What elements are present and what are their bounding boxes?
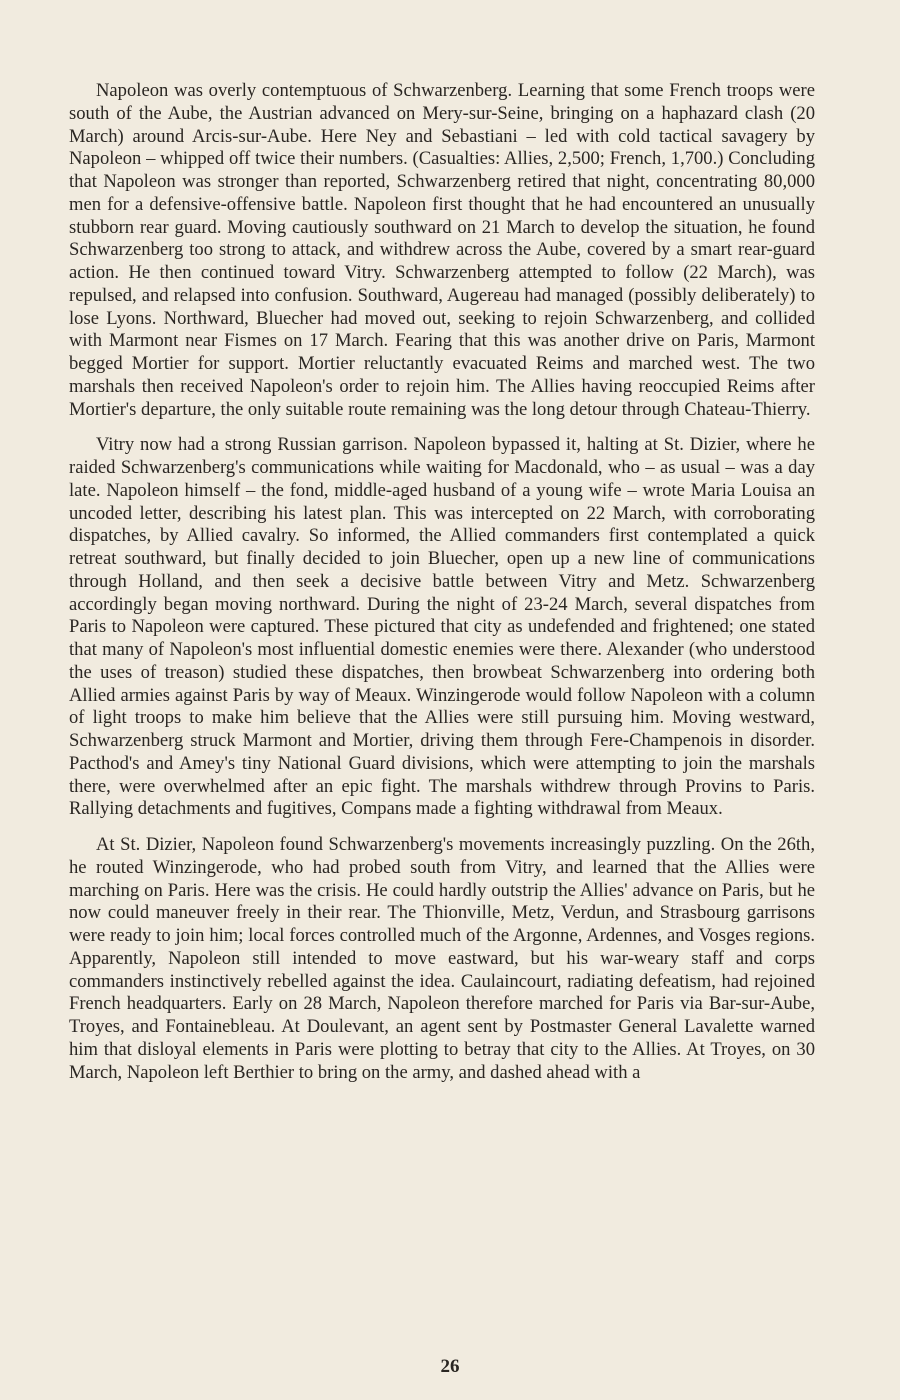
paragraph-1: Napoleon was overly contemptuous of Schwarzenberg. Learning that some French troops were south of the Aube, the Austrian advanced on Mery-sur-Seine, bringing on a haphazard clash (20 March) around Arcis-sur-Aube. Here Ney and Sebastiani – led with cold tactical savagery by Napoleon – whipped off twice their numbers. (Casualties: Allies, 2,500; French, 1,700.) Concluding that Napoleon was stronger than reported, Schwarzenberg retired that night, concentrating 80,000 men for a defensive-offensive battle. Napoleon first thought that he had encountered an unusually stubborn rear guard. Moving cautiously southward on 21 March to develop the situation, he found Schwarzenberg too strong to attack, and withdrew across the Aube, covered by a smart rear-guard action. He then continued toward Vitry. Schwarzenberg attempted to follow (22 March), was repulsed, and relapsed into confusion. Southward, Augereau had managed (possibly deliberately) to lose Lyons. Northward, Bluecher had moved out, seeking to rejoin Schwarzenberg, and collided with Marmont near Fismes on 17 March. Fearing that this was another drive on Paris, Marmont begged Mortier for support. Mortier reluctantly evacuated Reims and marched west. The two marshals then received Napoleon's order to rejoin him. The Allies having reoccupied Reims after Mortier's departure, the only suitable route remaining was the long detour through Chateau-Thierry. [69, 80, 815, 420]
paragraph-2: Vitry now had a strong Russian garrison. Napoleon bypassed it, halting at St. Dizier, where he raided Schwarzenberg's communications while waiting for Macdonald, who – as usual – was a day late. Napoleon himself – the fond, middle-aged husband of a young wife – wrote Maria Louisa an uncoded letter, describing his latest plan. This was intercepted on 22 March, with corroborating dispatches, by Allied cavalry. So informed, the Allied commanders first contemplated a quick retreat southward, but finally decided to join Bluecher, open up a new line of communications through Holland, and then seek a decisive battle between Vitry and Metz. Schwarzenberg accordingly began moving northward. During the night of 23-24 March, several dispatches from Paris to Napoleon were captured. These pictured that city as undefended and frightened; one stated that many of Napoleon's most influential domestic enemies were there. Alexander (who understood the uses of treason) studied these dispatches, then browbeat Schwarzenberg into ordering both Allied armies against Paris by way of Meaux. Winzingerode would follow Napoleon with a column of light troops to make him believe that the Allies were still pursuing him. Moving westward, Schwarzenberg struck Marmont and Mortier, driving them through Fere-Champenois in disorder. Pacthod's and Amey's tiny National Guard divisions, which were attempting to join the marshals there, were overwhelmed after an epic fight. The marshals withdrew through Provins to Paris. Rallying detachments and fugitives, Compans made a fighting withdrawal from Meaux. [69, 434, 815, 820]
body-text [69, 80, 815, 1097]
page-number: 26 [440, 1356, 460, 1377]
paragraph-3: At St. Dizier, Napoleon found Schwarzenberg's movements increasingly puzzling. On the 26th, he routed Winzingerode, who had probed south from Vitry, and learned that the Allies were marching on Paris. Here was the crisis. He could hardly outstrip the Allies' advance on Paris, but he now could maneuver freely in their rear. The Thionville, Metz, Verdun, and Strasbourg garrisons were ready to join him; local forces controlled much of the Argonne, Ardennes, and Vosges regions. Apparently, Napoleon still intended to move eastward, but his war-weary staff and corps commanders instinctively rebelled against the idea. Caulaincourt, radiating defeatism, had rejoined French headquarters. Early on 28 March, Napoleon therefore marched for Paris via Bar-sur-Aube, Troyes, and Fontainebleau. At Doulevant, an agent sent by Postmaster General Lavalette warned him that disloyal elements in Paris were plotting to betray that city to the Allies. At Troyes, on 30 March, Napoleon left Berthier to bring on the army, and dashed ahead with a [69, 834, 815, 1083]
